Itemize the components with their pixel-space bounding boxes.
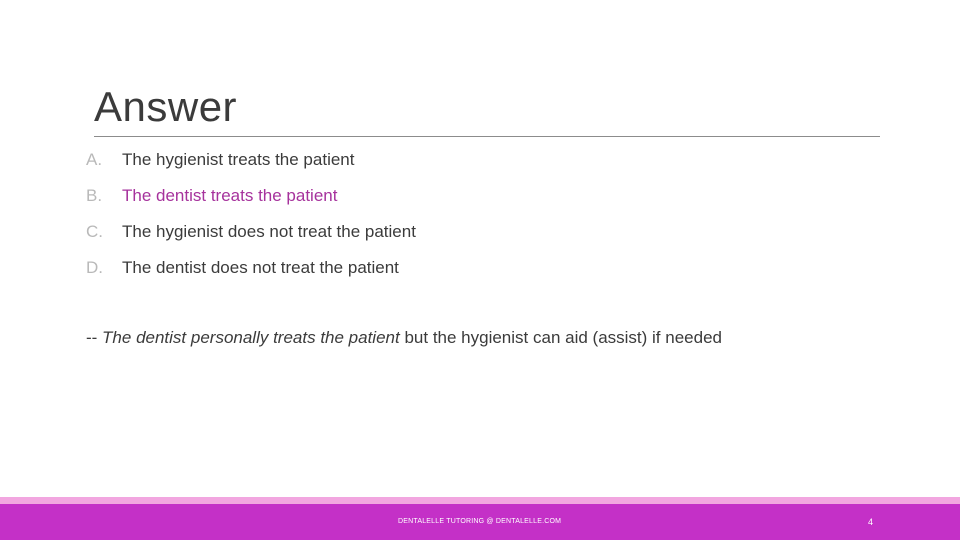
note-italic: The dentist personally treats the patient [102,328,400,347]
slide-title: Answer [94,83,238,130]
title-divider [94,136,880,137]
answer-option-d [86,256,416,292]
option-letter: D. [86,258,103,277]
explanation-note [86,326,722,350]
answer-option-a [86,148,416,184]
footer-text: DENTALELLE TUTORING @ DENTALELLE.COM [398,518,562,525]
option-text: The hygienist does not treat the patient [122,222,416,241]
option-text: The dentist does not treat the patient [122,258,399,277]
footer-accent-stripe [0,497,960,504]
option-letter: A. [86,150,103,169]
page-number: 4 [868,517,874,527]
note-prefix: -- [86,328,103,347]
option-text-correct: The dentist treats the patient [122,186,338,205]
answer-options-list [86,148,416,292]
answer-option-c [86,220,416,256]
option-letter: B. [86,186,103,205]
option-letter: C. [86,222,103,241]
option-text: The hygienist treats the patient [122,150,355,169]
answer-option-b [86,184,416,220]
note-rest: but the hygienist can aid (assist) if needed [399,328,722,347]
